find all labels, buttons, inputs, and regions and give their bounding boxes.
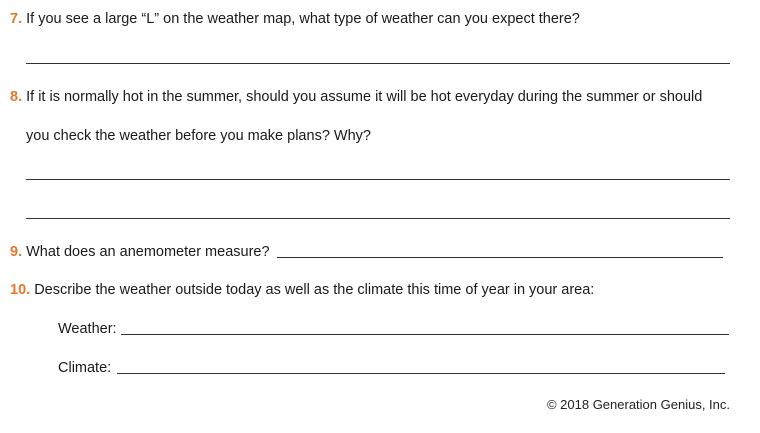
question-8-continued: [26, 126, 371, 146]
question-8: [10, 87, 702, 107]
weather-label: Weather:: [58, 321, 117, 337]
question-9: [10, 242, 270, 262]
answer-line-q8-1[interactable]: [26, 179, 730, 180]
answer-line-weather[interactable]: [121, 334, 729, 335]
answer-line-climate[interactable]: [117, 373, 725, 374]
answer-line-q8-2[interactable]: [26, 218, 730, 219]
question-number: 7.: [10, 11, 23, 27]
answer-line-q7[interactable]: [26, 63, 730, 64]
question-text: Describe the weather outside today as well as the climate this time of year in your area:: [34, 282, 595, 298]
question-text: If it is normally hot in the summer, should you assume it will be hot everyday during the summer or should: [26, 89, 703, 105]
question-text: What does an anemometer measure?: [26, 244, 270, 260]
copyright-footer: © 2018 Generation Genius, Inc.: [546, 397, 730, 412]
question-number: 9.: [10, 244, 23, 260]
climate-label: Climate:: [58, 360, 112, 376]
question-number: 10.: [10, 282, 31, 298]
question-7: [10, 9, 580, 29]
question-text: If you see a large “L” on the weather map, what type of weather can you expect there?: [26, 11, 580, 27]
answer-line-q9[interactable]: [277, 257, 723, 258]
question-number: 8.: [10, 89, 23, 105]
question-10: [10, 280, 594, 300]
question-text: you check the weather before you make plans? Why?: [26, 128, 371, 144]
